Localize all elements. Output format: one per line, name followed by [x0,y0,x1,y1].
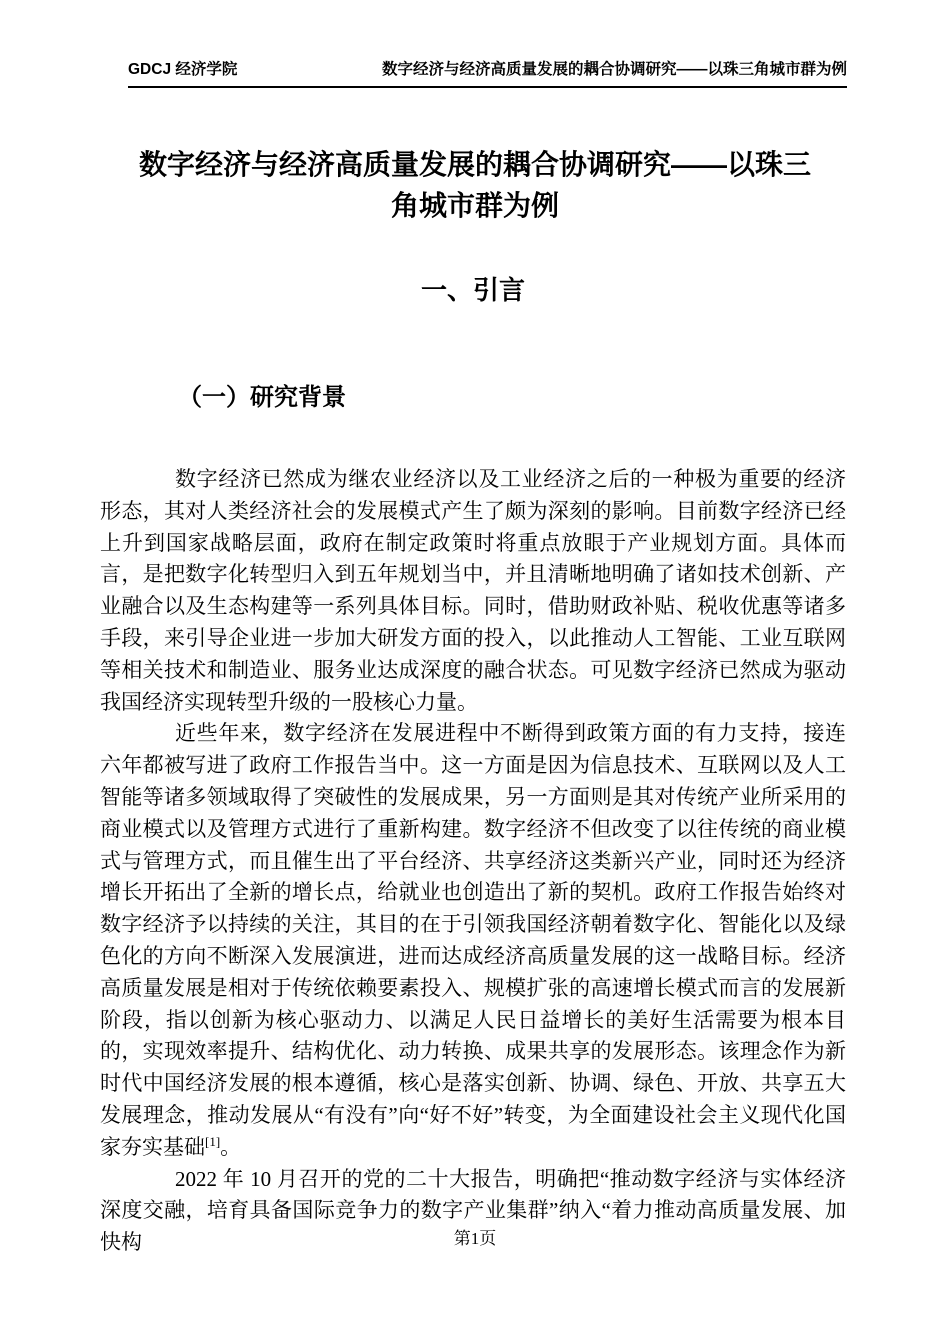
paragraph-1: 数字经济已然成为继农业经济以及工业经济之后的一种极为重要的经济形态，其对人类经济社会的发展模式产生了颇为深刻的影响。目前数字经济已经上升到国家战略层面，政府在制定政策时将重点放眼于产业规划方面。具体而言，是把数字化转型归入到五年规划当中，并且清晰地明确了诸如技术创新、产业融合以及生态构建等一系列具体目标。同时，借助财政补贴、税收优惠等诸多手段，来引导企业进一步加大研发方面的投入，以此推动人工智能、工业互联网等相关技术和制造业、服务业达成深度的融合状态。可见数字经济已然成为驱动我国经济实现转型升级的一股核心力量。 [100,467,846,714]
header-right-text: 数字经济与经济高质量发展的耦合协调研究——以珠三角城市群为例 [381,61,847,78]
page-number: 第1页 [453,1229,497,1248]
document-title-line2: 角城市群为例 [390,190,559,221]
paragraph-2 [100,718,846,1163]
page-header [128,60,847,88]
section-heading-introduction: 一、引言 [420,275,525,305]
document-title-line1: 数字经济与经济高质量发展的耦合协调研究——以珠三 [138,149,811,180]
paragraph-3: 2022 年 10 月召开的党的二十大报告，明确把“推动数字经济与实体经济深度交融，培育具备国际竞争力的数字产业集群”纳入“着力推动高质量发展、加快构 [100,1166,846,1255]
document-body [100,464,846,1259]
header-left-text: GDCJ 经济学院 [128,61,238,78]
paragraph-2-text: 近些年来，数字经济在发展进程中不断得到政策方面的有力支持，接连六年都被写进了政府工作报告当中。这一方面是因为信息技术、互联网以及人工智能等诸多领域取得了突破性的发展成果，另一方面则是其对传统产业所采用的商业模式以及管理方式进行了重新构建。数字经济不但改变了以往传统的商业模式与管理方式，而且催生出了平台经济、共享经济这类新兴产业，同时还为经济增长开拓出了全新的增长点，给就业也创造出了新的契机。政府工作报告始终对数字经济予以持续的关注，其目的在于引领我国经济朝着数字化、智能化以及绿色化的方向不断深入发展演进，进而达成经济高质量发展的这一战略目标。经济高质量发展是相对于传统依赖要素投入、规模扩张的高速增长模式而言的发展新阶段，指以创新为核心驱动力、以满足人民日益增长的美好生活需要为根本目的，实现效率提升、结构优化、动力转换、成果共享的发展形态。该理念作为新时代中国经济发展的根本遵循，核心是落实创新、协调、绿色、开放、共享五大发展理念，推动发展从“有没有”向“好不好”转变，为全面建设社会主义现代化国家夯实基础 [100,721,846,1159]
footnote-reference-1: [1] [205,1133,221,1149]
subsection-heading-research-background: （一）研究背景 [178,384,346,411]
document-title [90,144,860,226]
page-footer [0,1228,950,1250]
paragraph-2-tail: 。 [220,1134,242,1159]
